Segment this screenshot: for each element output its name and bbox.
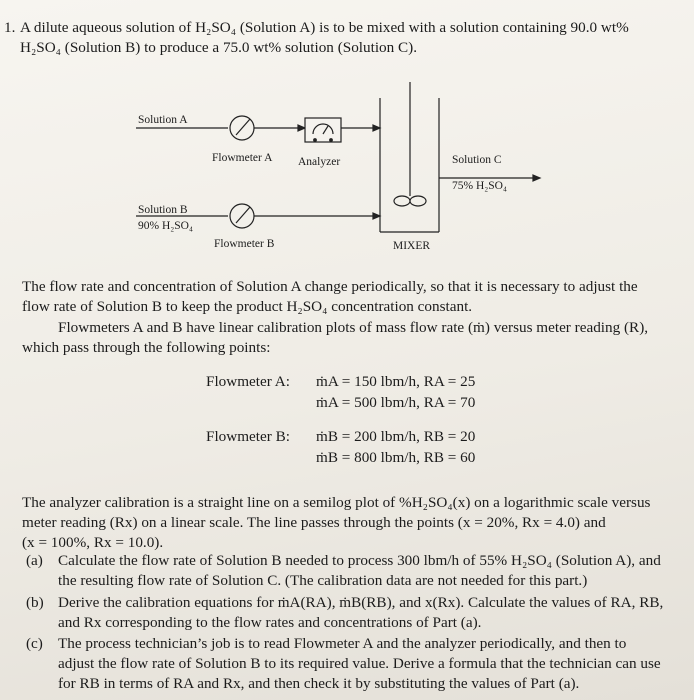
part-a-line-1: Calculate the flow rate of Solution B needed to process 300 lbm/h of 55% H₂SO₄ (Solution A), and xyxy=(58,552,661,569)
solution-b-label: Solution B xyxy=(138,204,188,216)
solution-b-concentration: 90% H₂SO₄ xyxy=(138,220,193,232)
para1-line2: flow rate of Solution B to keep the product H₂SO₄ concentration constant. xyxy=(22,298,473,315)
analyzer-line-3: (x = 100%, Rx = 10.0). xyxy=(22,534,164,551)
flowmeter-b-point-1: ṁB = 200 lbm/h, RB = 20 xyxy=(316,428,476,445)
process-diagram xyxy=(0,0,694,260)
analyzer-label: Analyzer xyxy=(298,156,341,168)
part-c-line-3: for RB in terms of RA and Rx, and then check it by substituting the values of Part (a). xyxy=(58,675,580,692)
part-b-line-1: Derive the calibration equations for ṁA(RA), ṁB(RB), and x(Rx). Calculate the values of RA, RB, xyxy=(58,594,664,611)
part-c-line-2: adjust the flow rate of Solution B to its required value. Derive a formula that the technician can use xyxy=(58,655,661,672)
part-b-label: (b) xyxy=(26,594,44,611)
flowmeter-a-point-2: ṁA = 500 lbm/h, RA = 70 xyxy=(316,394,476,411)
solution-a-label: Solution A xyxy=(138,114,188,126)
part-a-line-2: the resulting flow rate of Solution C. (The calibration data are not needed for this part.) xyxy=(58,572,588,589)
flowmeter-a-label: Flowmeter A xyxy=(212,152,273,164)
solution-c-concentration: 75% H₂SO₄ xyxy=(452,180,507,192)
part-c-label: (c) xyxy=(26,635,43,652)
para2-line1: Flowmeters A and B have linear calibration plots of mass flow rate (ṁ) versus meter reading (R), xyxy=(58,319,649,336)
flowmeter-b-heading: Flowmeter B: xyxy=(206,428,290,445)
para2-line2: which pass through the following points: xyxy=(22,339,271,356)
problem-number-text: 1. xyxy=(4,19,16,36)
analyzer-box xyxy=(305,118,341,142)
mixer-label: MIXER xyxy=(393,240,431,252)
agitator-blade-right xyxy=(410,196,426,206)
intro-line-2: H₂SO₄ (Solution B) to produce a 75.0 wt% solution (Solution C). xyxy=(20,39,418,56)
part-c-line-1: The process technician’s job is to read Flowmeter A and the analyzer periodically, and then to xyxy=(58,635,627,652)
analyzer-line-1: The analyzer calibration is a straight line on a semilog plot of %H₂SO₄(x) on a logarithmic scale versus xyxy=(22,494,651,511)
flowmeter-b-point-2: ṁB = 800 lbm/h, RB = 60 xyxy=(316,449,476,466)
para1-line1: The flow rate and concentration of Solution A change periodically, so that it is necessary to adjust the xyxy=(22,278,638,295)
part-a-label: (a) xyxy=(26,552,43,569)
flowmeter-b-label: Flowmeter B xyxy=(214,238,275,250)
agitator-blade-left xyxy=(394,196,410,206)
solution-c-label: Solution C xyxy=(452,154,502,166)
part-b-line-2: and Rx corresponding to the flow rates and concentrations of Part (a). xyxy=(58,614,482,631)
intro-line-1: A dilute aqueous solution of H₂SO₄ (Solution A) is to be mixed with a solution containing 90.0 wt% xyxy=(20,19,629,36)
flowmeter-a-heading: Flowmeter A: xyxy=(206,373,290,390)
flowmeter-a-point-1: ṁA = 150 lbm/h, RA = 25 xyxy=(316,373,476,390)
analyzer-line-2: meter reading (Rx) on a linear scale. The line passes through the points (x = 20%, Rx = 4.0) and xyxy=(22,514,606,531)
